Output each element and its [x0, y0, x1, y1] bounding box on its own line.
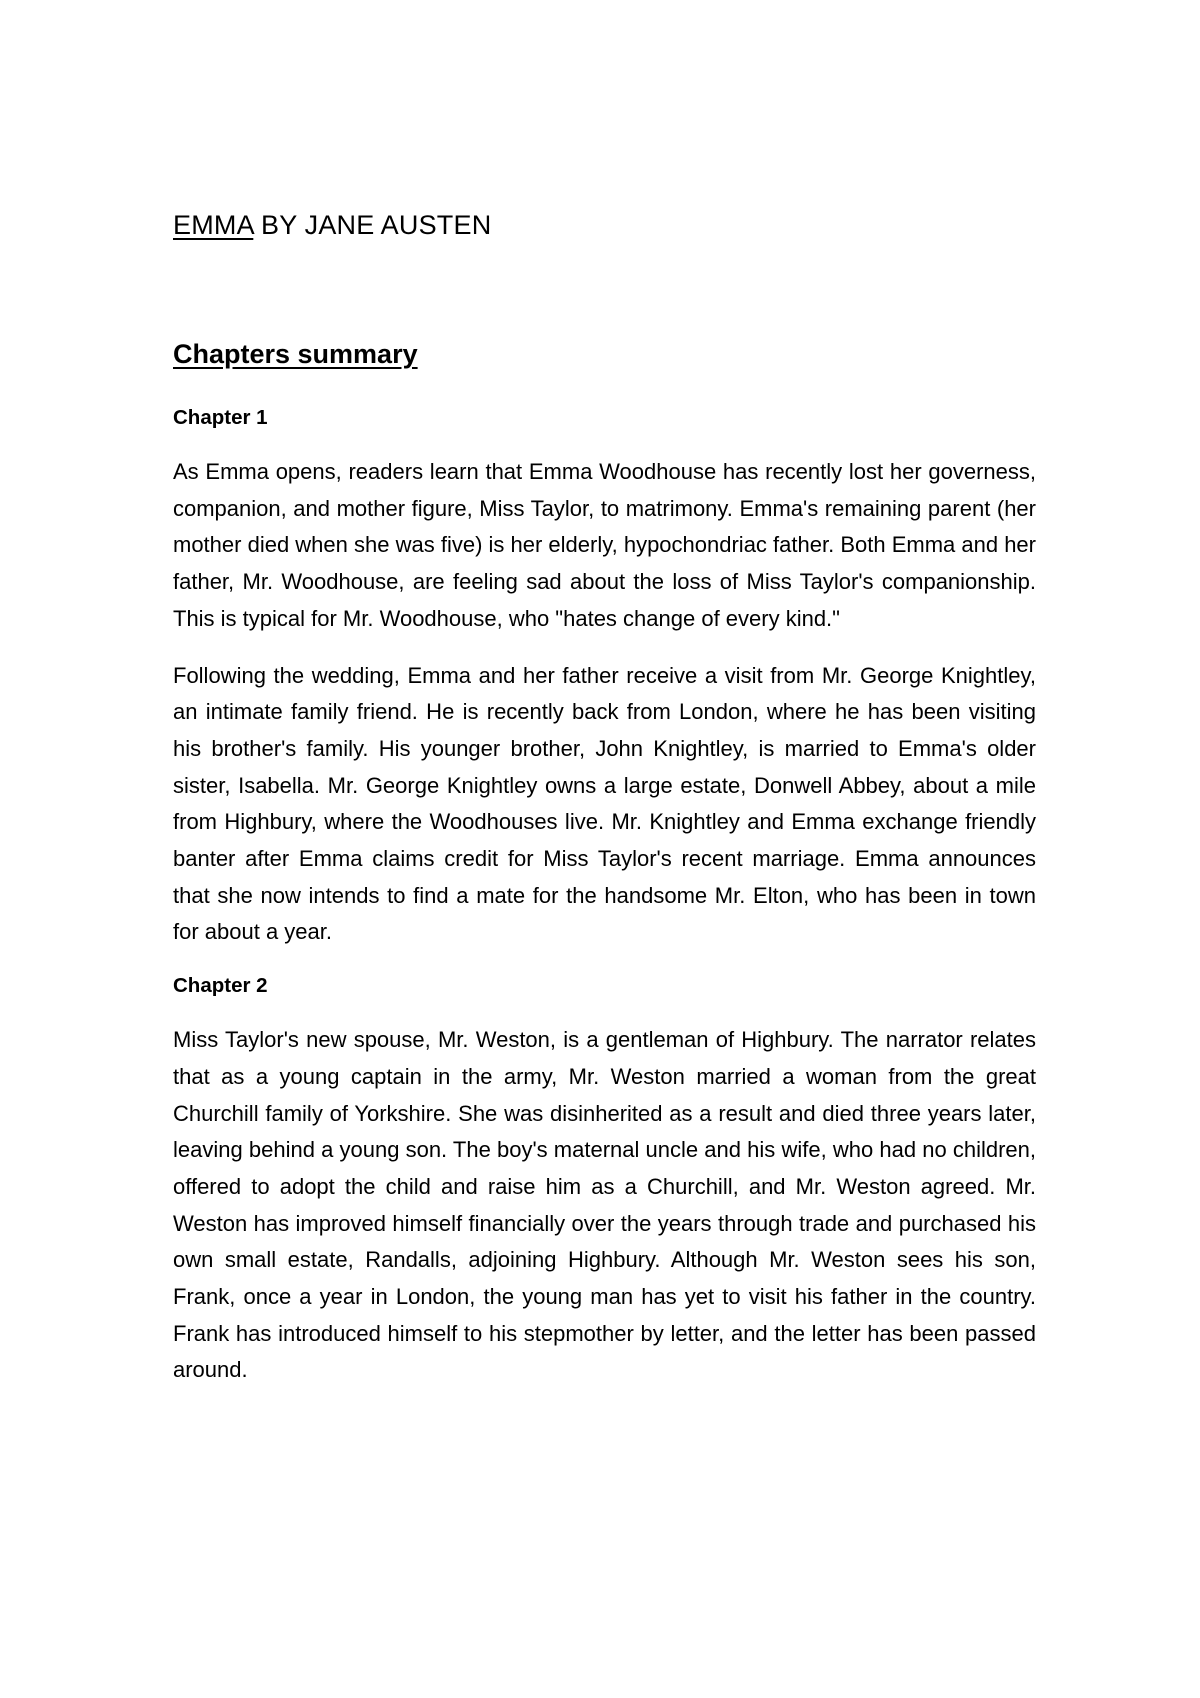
- chapter-1-paragraph-2: Following the wedding, Emma and her father receive a visit from Mr. George Knightley, an intimate family friend. He is recently back from London, where he has been visiting his brother's family. His younger brother, John Knightley, is married to Emma's older sister, Isabella. Mr. George Knightley owns a large estate, Donwell Abbey, about a mile from Highbury, where the Woodhouses live. Mr. Knightley and Emma exchange friendly banter after Emma claims credit for Miss Taylor's recent marriage. Emma announces that she now intends to find a mate for the handsome Mr. Elton, who has been in town for about a year.: [173, 662, 1036, 945]
- chapter-2-section: [173, 972, 1036, 1389]
- chapter-1-section: [173, 404, 1036, 951]
- chapter-2-paragraph-1: Miss Taylor's new spouse, Mr. Weston, is a gentleman of Highbury. The narrator relates that as a young captain in the army, Mr. Weston married a woman from the great Churchill family of Yorkshire. She was disinherited as a result and died three years later, leaving behind a young son. The boy's maternal uncle and his wife, who had no children, offered to adopt the child and raise him as a Churchill, and Mr. Weston agreed. Mr. Weston has improved himself financially over the years through trade and purchased his own small estate, Randalls, adjoining Highbury. Although Mr. Weston sees his son, Frank, once a year in London, the young man has yet to visit his father in the country. Frank has introduced himself to his stepmother by letter, and the letter has been passed around.: [173, 1027, 1036, 1383]
- title-author: BY JANE AUSTEN: [253, 210, 492, 240]
- document-body: [173, 208, 1036, 1389]
- document-title: [173, 208, 1036, 242]
- chapter-1-heading: Chapter 1: [173, 406, 268, 429]
- chapter-2-heading: Chapter 2: [173, 974, 268, 998]
- title-book-name: EMMA: [173, 210, 254, 240]
- section-heading-chapters-summary: Chapters summary: [173, 339, 418, 369]
- chapter-1-paragraph-1: As Emma opens, readers learn that Emma Woodhouse has recently lost her governess, companion, and mother figure, Miss Taylor, to matrimony. Emma's remaining parent (her mother died when she was five) is her elderly, hypochondriac father. Both Emma and her father, Mr. Woodhouse, are feeling sad about the loss of Miss Taylor's companionship. This is typical for Mr. Woodhouse, who "hates change of every kind.": [173, 459, 1036, 631]
